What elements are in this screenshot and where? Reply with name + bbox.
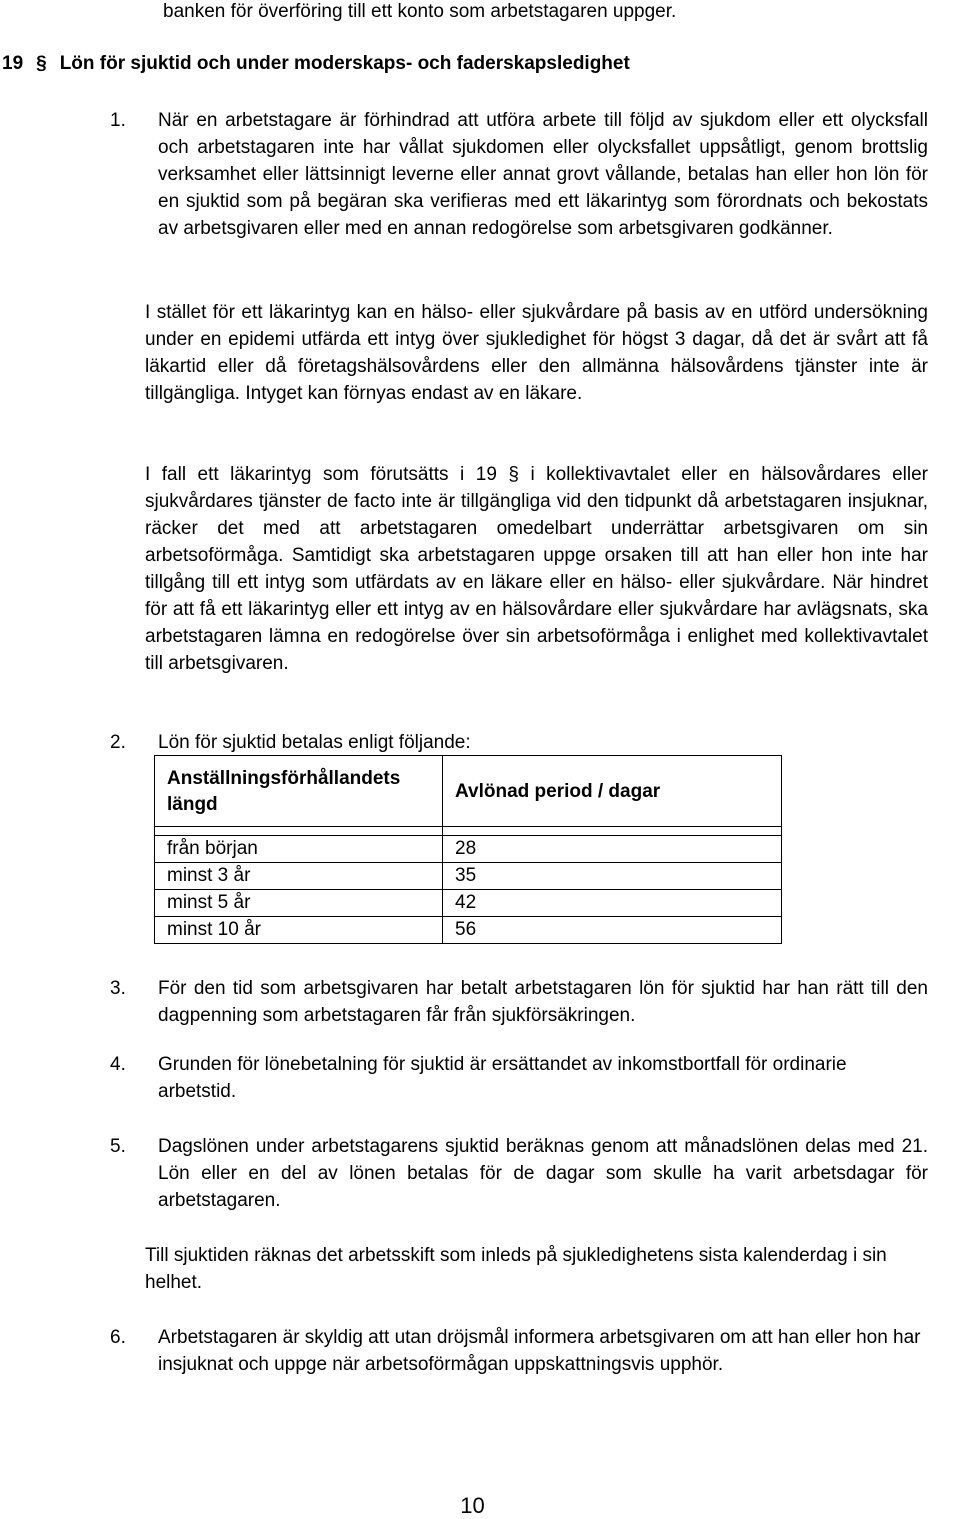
list-item-text: Dagslönen under arbetstagarens sjuktid beräknas genom att månadslönen delas med 21. Lön eller en del av lönen betalas för de dagar som skulle ha varit arbetsdagar för arbetstagaren. [158,1136,928,1211]
table-row [155,890,782,917]
sick-pay-table [154,755,782,944]
list-item-number: 1. [110,110,126,131]
list-item-number: 3. [110,978,126,999]
table-row [155,863,782,890]
list-item-number: 2. [110,732,126,753]
section-number: 19 [2,53,24,74]
column-header-employment-length: Anställningsförhållandets längd [155,756,443,827]
table-spacer-row [155,827,782,836]
page-number: 10 [460,1493,485,1518]
table-row [155,836,782,863]
table-header-row [155,756,782,827]
section-heading [2,50,630,77]
table-cell-days: 28 [443,836,782,863]
paragraph-shift-rule: Till sjuktiden räknas det arbetsskift som inleds på sjukledighetens sista kalenderdag i sin helhet. [145,1245,887,1293]
column-header-paid-period: Avlönad period / dagar [443,756,782,827]
paragraph-health-worker-certificate: I stället för ett läkarintyg kan en hälso- eller sjukvårdare på basis av en utförd undersökning under en epidemi utfärda ett intyg över sjukledighet för högst 3 dagar, då det är svårt att få läkartid eller då företagshälsovårdens eller den allmänna hälsovårdens tjänster inte är tillgängliga. Intyget kan förnyas endast av en läkare. [145,302,928,404]
section-title: Lön för sjuktid och under moderskaps- och faderskapsledighet [59,53,630,74]
table-row [155,917,782,944]
section-sign: § [36,53,47,74]
list-item-text: Lön för sjuktid betalas enligt följande: [158,732,471,753]
table-cell-length: från början [155,836,443,863]
table-cell-days: 42 [443,890,782,917]
list-item-number: 6. [110,1327,126,1348]
list-item-text: Arbetstagaren är skyldig att utan dröjsmål informera arbetsgivaren om att han eller hon har insjuknat och uppge när arbetsoförmågan uppskattningsvis upphör. [158,1327,921,1375]
list-item-number: 5. [110,1136,126,1157]
list-item-text: När en arbetstagare är förhindrad att utföra arbete till följd av sjukdom eller ett olycksfall och arbetstagaren inte har vållat sjukdomen eller olycksfallet uppsåtligt, genom brottslig verksamhet eller lättsinnigt leverne eller annat grovt vållande, betalas han eller hon lön för en sjuktid som på begäran ska verifieras med ett läkarintyg som förordnats och bekostats av arbetsgivaren eller med en annan redogörelse som arbetsgivaren godkänner. [158,110,928,239]
list-item-number: 4. [110,1054,126,1075]
table-cell-length: minst 3 år [155,863,443,890]
table-cell-days: 56 [443,917,782,944]
continued-paragraph-fragment: banken för överföring till ett konto som arbetstagaren uppger. [163,1,677,22]
table-cell-length: minst 10 år [155,917,443,944]
list-item-text: Grunden för lönebetalning för sjuktid är ersättandet av inkomstbortfall för ordinarie arbetstid. [158,1054,847,1102]
table-cell-length: minst 5 år [155,890,443,917]
paragraph-certificate-unavailable: I fall ett läkarintyg som förutsätts i 19 § i kollektivavtalet eller en hälsovårdares eller sjukvårdares tjänster de facto inte är tillgängliga vid den tidpunkt då arbetstagaren insjuknar, räcker det med att arbetstagaren omedelbart underrättar arbetsgivaren om sin arbetsoförmåga. Samtidigt ska arbetstagaren uppge orsaken till att han eller hon inte har tillgång till ett intyg som utfärdats av en läkare eller en hälso- eller sjukvårdare. När hindret för att få ett läkarintyg eller ett intyg av en hälsovårdare eller sjukvårdare har avlägsnats, ska arbetstagaren lämna en redogörelse över sin arbetsoförmåga i enlighet med kollektivavtalet till arbetsgivaren. [145,464,928,674]
table-cell-days: 35 [443,863,782,890]
list-item-text: För den tid som arbetsgivaren har betalt arbetstagaren lön för sjuktid har han rätt till den dagpenning som arbetstagaren får från sjukförsäkringen. [158,978,928,1026]
